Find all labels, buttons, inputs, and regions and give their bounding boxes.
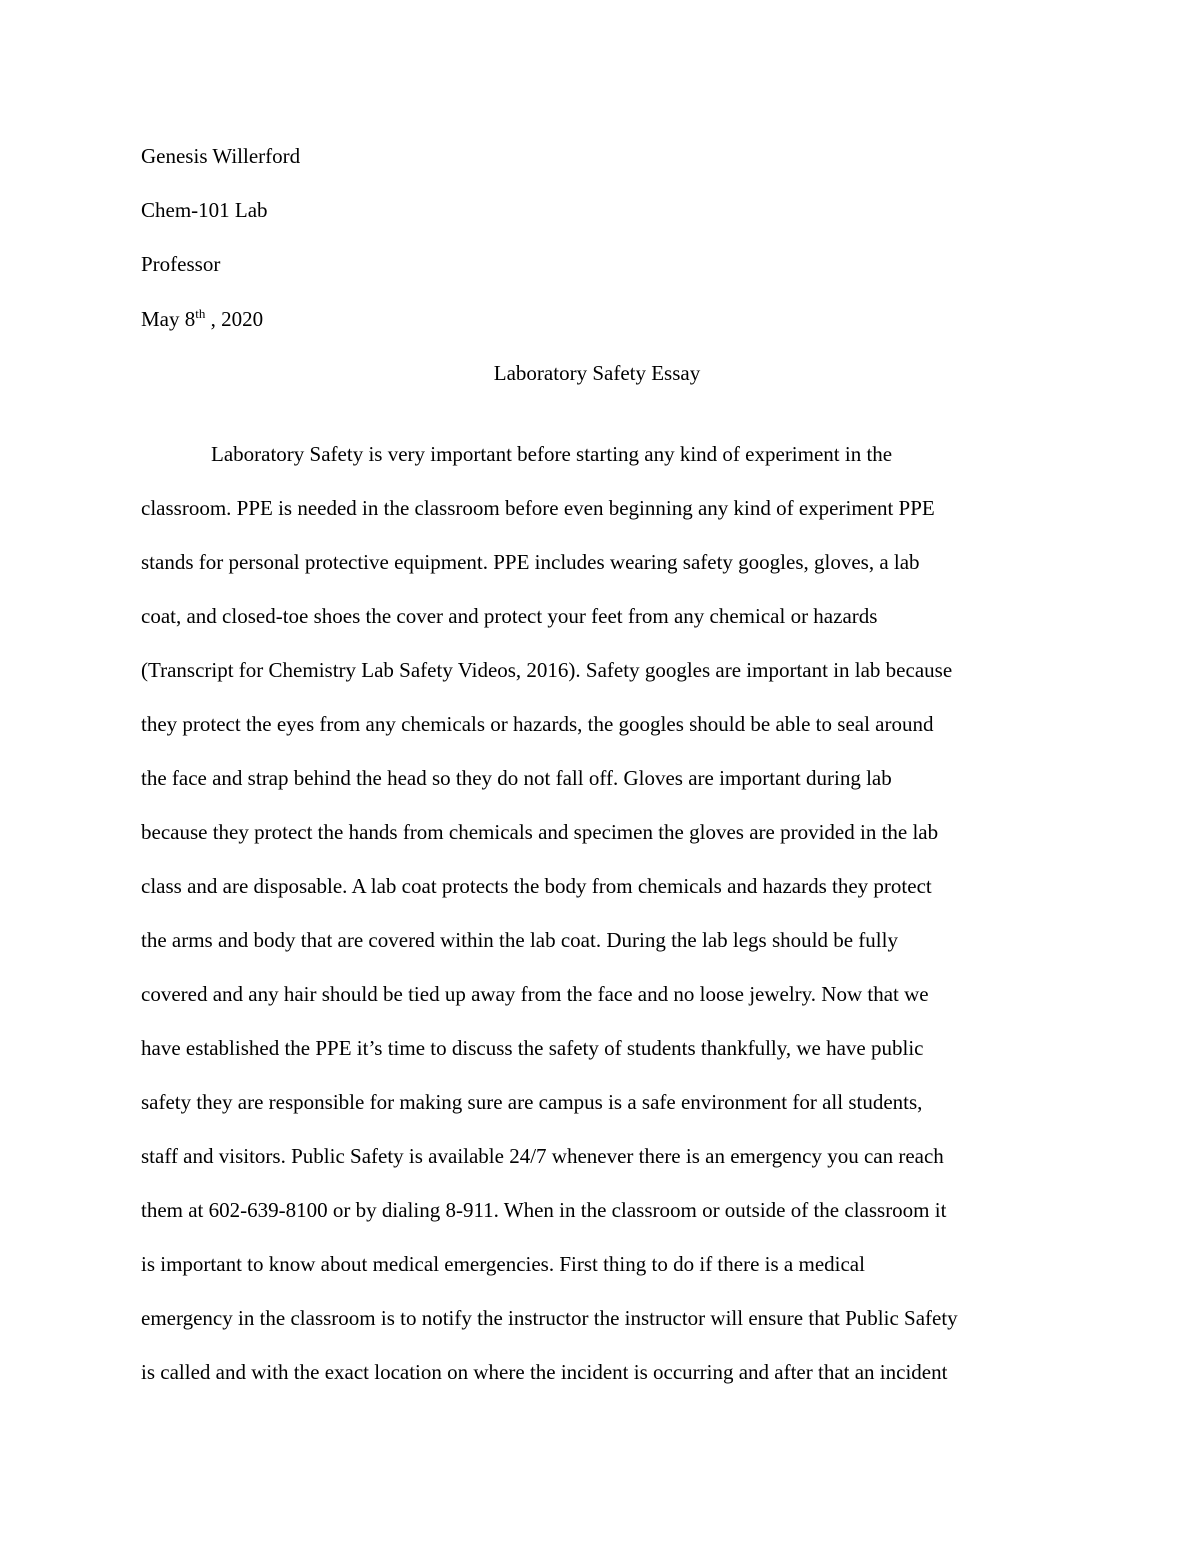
date-month-day: May 8 (141, 307, 196, 331)
body-line: classroom. PPE is needed in the classroom before even beginning any kind of experiment PPE (141, 496, 935, 520)
course-name: Chem-101 Lab (141, 198, 268, 222)
body-line: them at 602-639-8100 or by dialing 8-911. When in the classroom or outside of the classroom it (141, 1198, 947, 1222)
body-line: is called and with the exact location on where the incident is occurring and after that an incident (141, 1360, 948, 1384)
body-line: emergency in the classroom is to notify the instructor the instructor will ensure that Public Safety (141, 1306, 958, 1330)
body-line: staff and visitors. Public Safety is available 24/7 whenever there is an emergency you can reach (141, 1144, 944, 1168)
body-line: (Transcript for Chemistry Lab Safety Videos, 2016). Safety googles are important in lab because (141, 658, 953, 682)
body-line: is important to know about medical emergencies. First thing to do if there is a medical (141, 1252, 865, 1276)
author-name: Genesis Willerford (141, 144, 301, 168)
date-year: , 2020 (205, 307, 264, 331)
body-line: covered and any hair should be tied up away from the face and no loose jewelry. Now that we (141, 982, 929, 1006)
body-line: coat, and closed-toe shoes the cover and protect your feet from any chemical or hazards (141, 604, 878, 628)
body-line: safety they are responsible for making sure are campus is a safe environment for all students, (141, 1090, 923, 1114)
body-line: class and are disposable. A lab coat protects the body from chemicals and hazards they protect (141, 874, 932, 898)
instructor-name: Professor (141, 252, 221, 276)
essay-date (141, 306, 263, 332)
body-line: Laboratory Safety is very important before starting any kind of experiment in the (211, 442, 893, 466)
body-line: the face and strap behind the head so they do not fall off. Gloves are important during lab (141, 766, 892, 790)
body-line: have established the PPE it’s time to discuss the safety of students thankfully, we have public (141, 1036, 924, 1060)
date-ordinal-suffix: th (195, 306, 206, 321)
body-line: stands for personal protective equipment. PPE includes wearing safety googles, gloves, a lab (141, 550, 920, 574)
body-line: the arms and body that are covered within the lab coat. During the lab legs should be fully (141, 928, 898, 952)
body-line: because they protect the hands from chemicals and specimen the gloves are provided in the lab (141, 820, 939, 844)
body-line: they protect the eyes from any chemicals or hazards, the googles should be able to seal around (141, 712, 934, 736)
essay-title: Laboratory Safety Essay (493, 361, 701, 385)
